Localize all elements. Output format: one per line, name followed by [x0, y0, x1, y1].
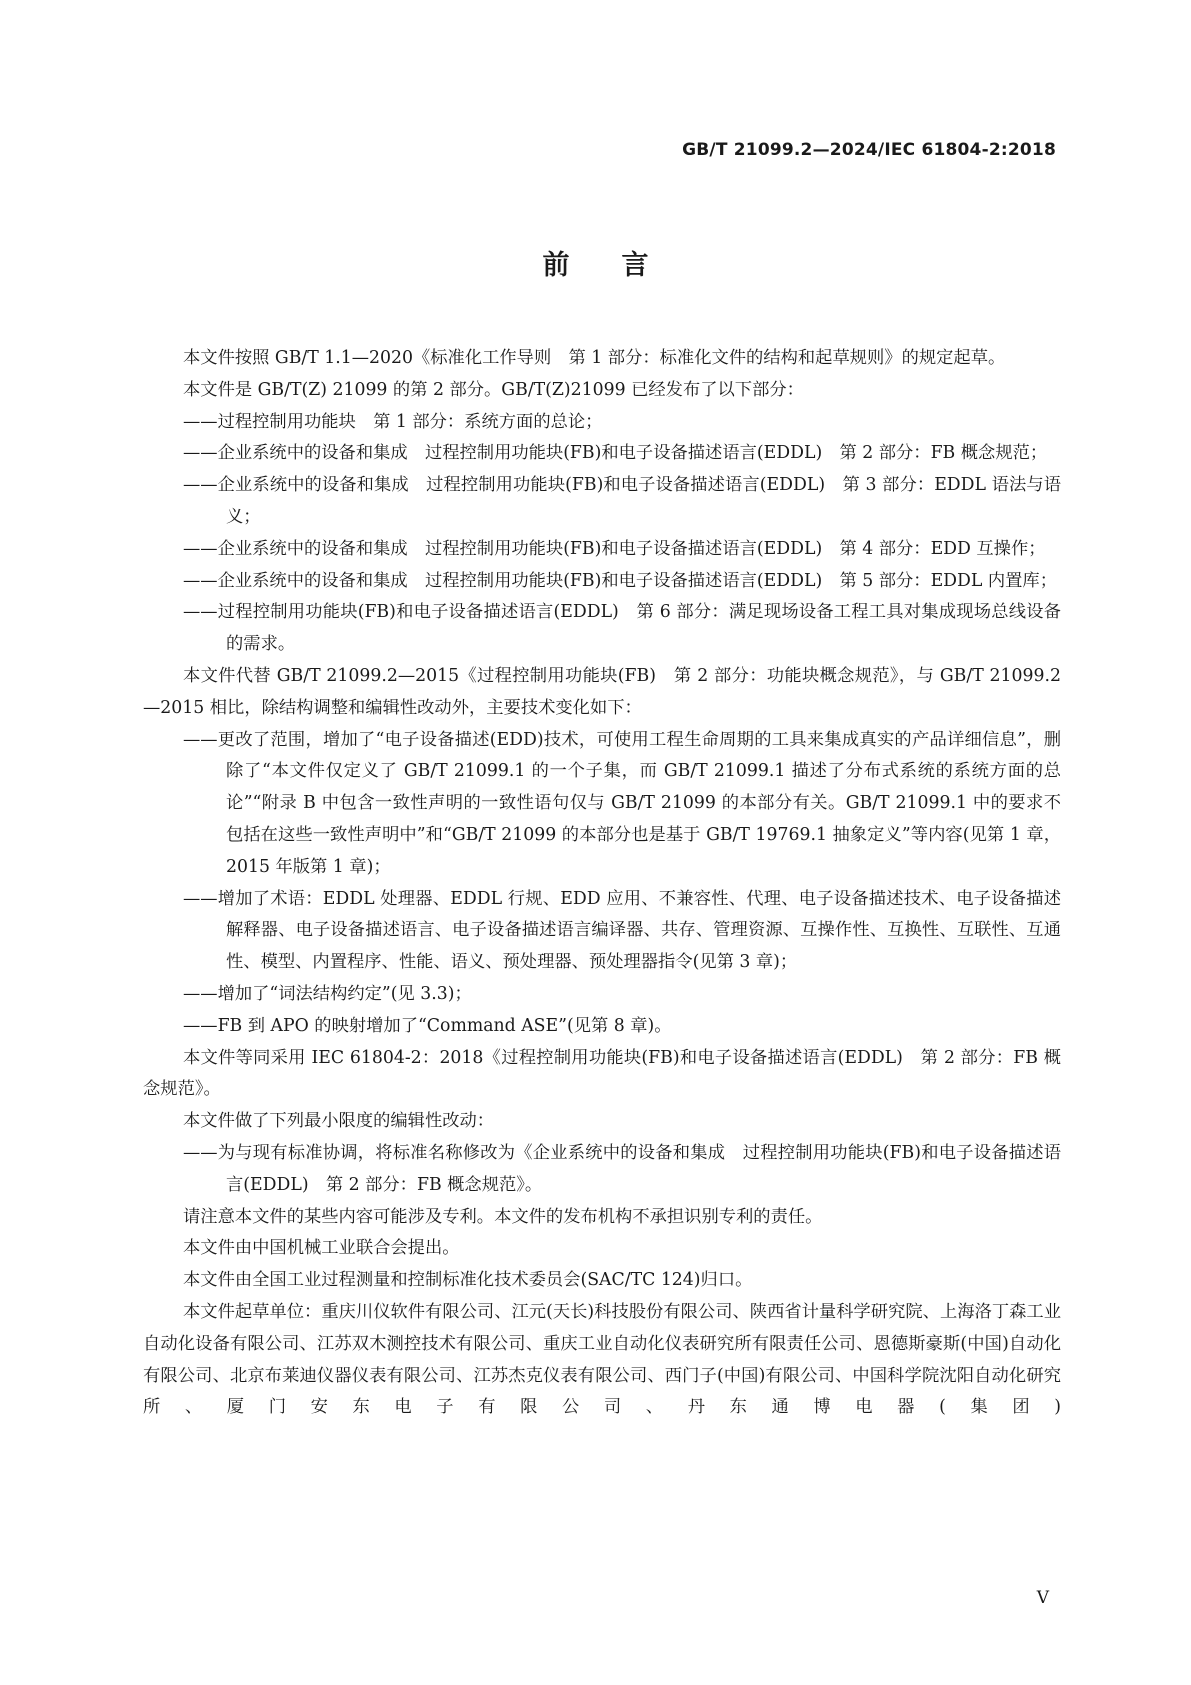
foreword-body: [143, 343, 1061, 1424]
page-number: V: [1036, 1588, 1049, 1608]
list-item-change-scope: ——更改了范围，增加了“电子设备描述(EDD)技术，可使用工程生命周期的工具来集成真实的产品详细信息”，删除了“本文件仅定义了 GB/T 21099.1 的一个子集，而 GB/T 21099.1 描述了分布式系统的系统方面的总论”“附录 B 中包含一致性声明的一致性语句仅与 GB/T 21099 的本部分有关。GB/T 21099.1 中的要求不包括在这些一致性声明中”和“GB/T 21099 的本部分也是基于 GB/T 19769.1 抽象定义”等内容(见第 1 章，2015 年版第 1 章)；: [183, 729, 1061, 877]
paragraph-proposer: 本文件由中国机械工业联合会提出。: [183, 1238, 460, 1259]
list-item-part-2: ——企业系统中的设备和集成 过程控制用功能块(FB)和电子设备描述语言(EDDL) 第 2 部分：FB 概念规范；: [183, 443, 1048, 464]
list-item-change-lexical: ——增加了“词法结构约定”(见 3.3)；: [183, 983, 472, 1004]
page-title: 前言: [542, 250, 701, 281]
standard-number-header: GB/T 21099.2—2024/IEC 61804-2:2018: [682, 140, 1056, 160]
paragraph-drafting-rules: 本文件按照 GB/T 1.1—2020《标准化工作导则 第 1 部分：标准化文件的结构和起草规则》的规定起草。: [183, 348, 1006, 368]
paragraph-iec-adoption: 本文件等同采用 IEC 61804-2：2018《过程控制用功能块(FB)和电子设备描述语言(EDDL) 第 2 部分：FB 概念规范》。: [143, 1047, 1061, 1100]
list-item-part-4: ——企业系统中的设备和集成 过程控制用功能块(FB)和电子设备描述语言(EDDL) 第 4 部分：EDD 互操作；: [183, 538, 1046, 559]
paragraph-drafting-units: 本文件起草单位：重庆川仪软件有限公司、江元(天长)科技股份有限公司、陕西省计量科学研究院、上海洛丁森工业自动化设备有限公司、江苏双木测控技术有限公司、重庆工业自动化仪表研究所有限责任公司、恩德斯豪斯(中国)自动化有限公司、北京布莱迪仪器仪表有限公司、江苏杰克仪表有限公司、西门子(中国)有限公司、中国科学院沈阳自动化研究所、厦门安东电子有限公司、丹东通博电器(集团): [143, 1301, 1061, 1418]
list-item-change-mapping: ——FB 到 APO 的映射增加了“Command ASE”(见第 8 章)。: [183, 1015, 672, 1036]
list-item-editorial-title: ——为与现有标准协调，将标准名称修改为《企业系统中的设备和集成 过程控制用功能块(FB)和电子设备描述语言(EDDL) 第 2 部分：FB 概念规范》。: [183, 1142, 1061, 1195]
list-item-part-6: ——过程控制用功能块(FB)和电子设备描述语言(EDDL) 第 6 部分：满足现场设备工程工具对集成现场总线设备的需求。: [183, 602, 1061, 655]
list-item-change-terms: ——增加了术语：EDDL 处理器、EDDL 行规、EDD 应用、不兼容性、代理、电子设备描述技术、电子设备描述解释器、电子设备描述语言、电子设备描述语言编译器、共存、管理资源、互操作性、互换性、互联性、互通性、模型、内置程序、性能、语义、预处理器、预处理器指令(见第 3 章)；: [183, 888, 1061, 973]
paragraph-editorial-changes: 本文件做了下列最小限度的编辑性改动：: [183, 1111, 495, 1132]
paragraph-committee: 本文件由全国工业过程测量和控制标准化技术委员会(SAC/TC 124)归口。: [183, 1270, 753, 1291]
list-item-part-3: ——企业系统中的设备和集成 过程控制用功能块(FB)和电子设备描述语言(EDDL) 第 3 部分：EDDL 语法与语义；: [183, 475, 1061, 527]
paragraph-replacement: 本文件代替 GB/T 21099.2—2015《过程控制用功能块(FB) 第 2 部分：功能块概念规范》，与 GB/T 21099.2—2015 相比，除结构调整和编辑性改动外，主要技术变化如下：: [143, 665, 1061, 718]
list-item-part-1: ——过程控制用功能块 第 1 部分：系统方面的总论；: [183, 411, 603, 432]
paragraph-series-intro: 本文件是 GB/T(Z) 21099 的第 2 部分。GB/T(Z)21099 已经发布了以下部分：: [183, 379, 804, 400]
list-item-part-5: ——企业系统中的设备和集成 过程控制用功能块(FB)和电子设备描述语言(EDDL) 第 5 部分：EDDL 内置库；: [183, 570, 1057, 591]
paragraph-patent-notice: 请注意本文件的某些内容可能涉及专利。本文件的发布机构不承担识别专利的责任。: [183, 1206, 823, 1227]
